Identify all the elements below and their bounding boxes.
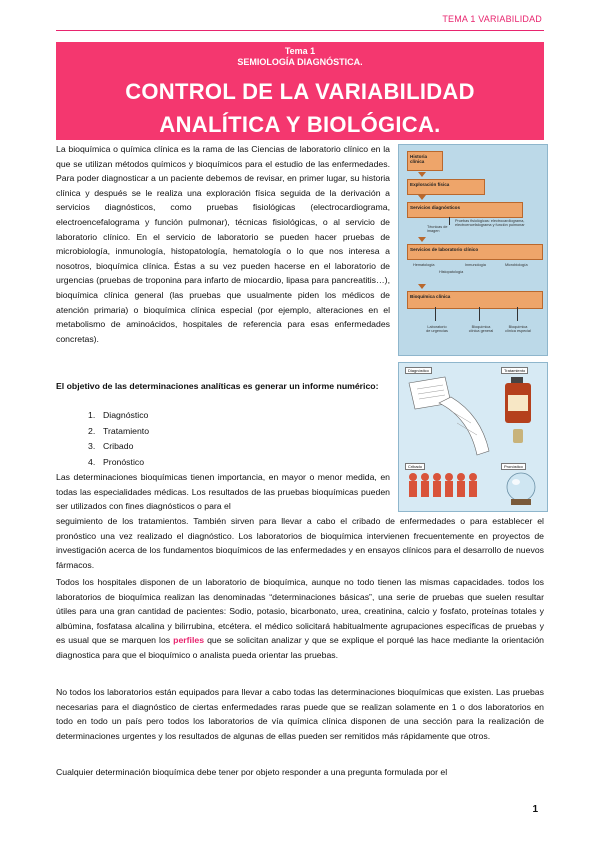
sub-general-biochem: Bioquímica clínica general	[468, 325, 494, 333]
crystal-ball-icon	[507, 473, 535, 505]
clinical-uses-illustration	[398, 362, 548, 512]
flow-box-diag-services: Servicios diagnósticos	[407, 202, 523, 218]
flow-box-exam: Exploración física	[407, 179, 485, 195]
title-line-1: CONTROL DE LA VARIABILIDAD	[125, 79, 475, 104]
paragraph-laboratories: No todos los laboratorios están equipados para llevar a cabo todas las determinaciones bioquímicas que existen. Las pruebas necesarias para el diagnóstico de ciertas enfermedades raras puede que se realizan solamente en 1 o dos laboratorios en todo en todo un país pero todos los laboratorios de vía química clínica disponen de una sección para la realización de determinaciones urgentes y los resultados de algunas de ellas pueden ser remitidos más rápidamente que otros.	[56, 687, 544, 741]
header-rule	[56, 30, 544, 31]
sub-immunology: Inmunología	[465, 263, 486, 267]
sub-hematology: Hematología	[413, 263, 435, 267]
arrow-down-icon	[418, 237, 426, 242]
list-item: 1. Diagnóstico	[88, 410, 149, 420]
paragraph-importance: Las determinaciones bioquímicas tienen importancia, en mayor o menor medida, en todas las especialidades médicas. Los resultados de las pruebas bioquímicas pueden ser utilizados con fines diagnósticos o para el	[56, 472, 390, 512]
paragraph-uses: seguimiento de los tratamientos. También sirven para llevar a cabo el cribado de enfermedades o para establecer el pronóstico una vez realizado el diagnóstico. Los laboratorios de bioquímica intervienen frecuentemente en proyectos de investigación acerca de los fundamentos bioquímicos de las enfermedades y en ensayos clínicos para el desarrollo de nuevos fármacos.	[56, 516, 544, 570]
sub-urgent-lab: Laboratorio de urgencias	[426, 325, 448, 333]
flow-box-lab-services: Servicios de laboratorio clínico	[407, 244, 543, 260]
paragraph-hospitals: Todos los hospitales disponen de un laboratorio de bioquímica, aunque no todo tienen las mismas capacidades. todos los laboratorios de bioquímica realizan las denominadas “determinaciones básicas”, una serie de pruebas que suelen resultar útiles para una gran cantidad de pacientes: Sodio, potasio, bicarbonato, urea, creatinina, calcio y fosfato, proteínas totales y albúmina, fosfatasa alcalina y bilirrubina, etcétera. el médico solicitará habitualmente agrupaciones específicas de pruebas y es usual que se marquen los perfiles que se solicitan analizar y que se explique el porqué las hace mediante la orientación diagnostica para que el bioquímico o analista pueda orientar las pruebas.	[56, 577, 544, 660]
sub-histopathology: Histopatología	[439, 270, 464, 274]
flow-box-biochem: Bioquímica clínica	[407, 291, 543, 309]
people-chain-icon	[409, 473, 477, 497]
list-item: 3. Cribado	[88, 441, 134, 451]
printout-icon	[439, 397, 489, 455]
tag-diagnosis: Diagnóstico	[405, 367, 432, 374]
illustration-art	[399, 363, 547, 511]
page-number: 1	[532, 804, 538, 815]
tag-screening: Cribado	[405, 463, 425, 470]
sub-special-biochem: Bioquímica clínica especial	[505, 325, 531, 333]
tag-prognosis: Pronóstico	[501, 463, 526, 470]
arrow-down-icon	[418, 195, 426, 200]
highlight-perfiles: perfiles	[173, 635, 205, 646]
title-line-2: ANALÍTICA Y BIOLÓGICA.	[159, 112, 441, 137]
subtitle-label: SEMIOLOGÍA DIAGNÓSTICA.	[237, 57, 363, 67]
unit-label: Tema 1	[284, 46, 316, 56]
arrow-down-icon	[418, 284, 426, 289]
sub-imaging: Técnicas de imagen	[427, 225, 448, 233]
flow-box-history: Historia clínica	[407, 151, 443, 171]
title-block	[56, 42, 544, 140]
tag-treatment: Tratamiento	[501, 367, 528, 374]
sub-microbiology: Microbiología	[505, 263, 528, 267]
sub-physiological: Pruebas fisiológicas: electrocardiograma, electroencefalograma y función pulmonar	[455, 219, 525, 227]
medicine-bottle-icon	[505, 377, 531, 443]
list-item: 2. Tratamiento	[88, 425, 150, 436]
arrow-down-icon	[418, 172, 426, 177]
running-header: TEMA 1 VARIABILIDAD	[442, 14, 542, 24]
intro-paragraph: La bioquímica o química clínica es la rama de las Ciencias de laboratorio clínico en la que se utilizan métodos químicos y bioquímicos para el estudio de las enfermedades. Para poder diagnosticar a un paciente debemos de revisar, en primer lugar, su historia clínica y después se le realiza una exploración física seguida de la derivación a servicios diagnósticos, como pruebas fisiológicas (electrocardiograma, electroencefalograma y función pulmonar), técnicas fisiológicas, o al servicio de laboratorio clínico. En el servicio de laboratorio se pueden hacer pruebas de microbiología, inmunología, histopatología, hematología o lo que nos interesa a nosotros, bioquímica clínica. Éstas a su vez pueden hacerse en el laboratorio de urgencias (pruebas de troponina para infarto de miocardio, lipasa para pancreatitis…), bioquímica clínica general (las pruebas que usualmente piden los médicos de atención primaria) o bioquímica clínica especial (por ejemplo, alteraciones en el metabolismo de aminoácidos, hospitales de referencia para esas enfermedades concretas).	[56, 144, 390, 344]
objectives-list	[88, 408, 149, 470]
objective-paragraph: El objetivo de las determinaciones analíticas es generar un informe numérico:	[56, 381, 379, 391]
paragraph-questions: Cualquier determinación bioquímica debe tener por objeto responder a una pregunta formulada por el	[56, 767, 448, 777]
list-item: 4. Pronóstico	[88, 456, 145, 467]
laboratory-flowchart-figure	[398, 144, 548, 356]
